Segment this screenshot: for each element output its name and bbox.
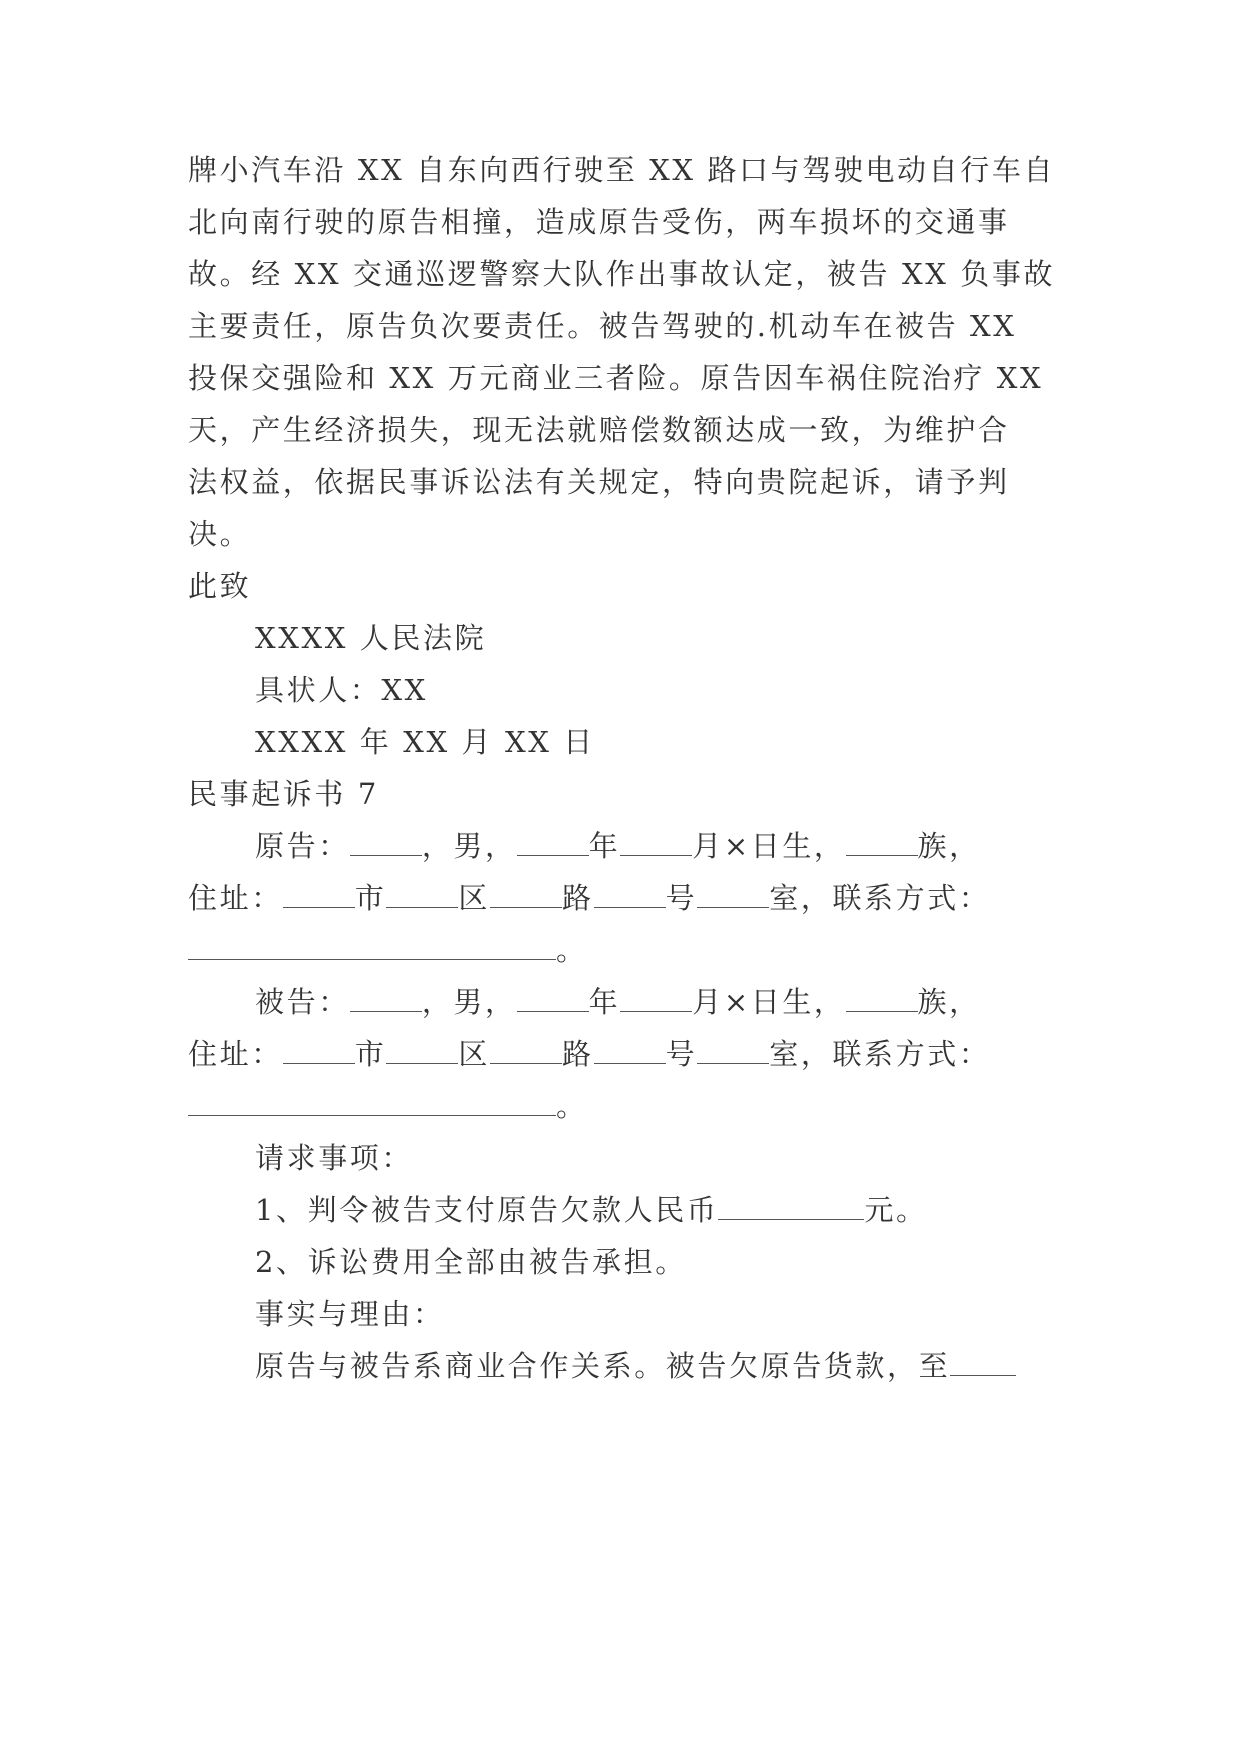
road-text: 路 [562, 881, 594, 915]
gender-text: ，男， [421, 829, 517, 863]
paragraph-line: 北向南行驶的原告相撞，造成原告受伤，两车损坏的交通事 [188, 205, 1010, 239]
gender-text: ，男， [421, 985, 517, 1019]
name-blank [350, 829, 422, 856]
district-text: 区 [458, 881, 491, 915]
signer: 具状人：XX [255, 673, 428, 707]
paragraph-line: 天，产生经济损失，现无法就赔偿数额达成一致，为维护合 [188, 413, 1010, 447]
defendant-line-2 [188, 1034, 1058, 1074]
road-blank [490, 1037, 562, 1064]
plaintiff-line-1 [255, 826, 1125, 866]
city-blank [283, 881, 355, 908]
city-text: 市 [354, 1037, 387, 1071]
number-blank [594, 1037, 666, 1064]
paragraph-line: 故。经 XX 交通巡逻警察大队作出事故认定，被告 XX 负事故 [188, 257, 1056, 291]
number-blank [594, 881, 666, 908]
claims-heading: 请求事项： [255, 1141, 414, 1175]
number-text: 号 [665, 1037, 698, 1071]
facts-heading: 事实与理由： [255, 1297, 445, 1331]
room-blank [697, 881, 769, 908]
month-blank [620, 985, 692, 1012]
room-contact-text: 室，联系方式： [769, 881, 991, 915]
date: XXXX 年 XX 月 XX 日 [255, 725, 595, 759]
ethnicity-blank [846, 985, 918, 1012]
period: 。 [556, 1089, 588, 1123]
claim-1-suffix: 元。 [864, 1193, 928, 1227]
paragraph-line: 牌小汽车沿 XX 自东向西行驶至 XX 路口与驾驶电动自行车自 [188, 153, 1056, 187]
city-text: 市 [354, 881, 387, 915]
address-label: 住址： [188, 881, 283, 915]
plaintiff-line-3 [188, 930, 1058, 970]
city-blank [283, 1037, 355, 1064]
address-label: 住址： [188, 1037, 283, 1071]
plaintiff-line-2 [188, 878, 1058, 918]
court-name: XXXX 人民法院 [255, 621, 487, 655]
defendant-line-3 [188, 1086, 1058, 1126]
road-blank [490, 881, 562, 908]
ethnicity-blank [846, 829, 918, 856]
year-blank [517, 829, 589, 856]
period: 。 [556, 933, 588, 967]
number-text: 号 [665, 881, 698, 915]
claim-2: 2、诉讼费用全部由被告承担。 [255, 1245, 687, 1279]
defendant-label: 被告： [255, 985, 350, 1019]
district-blank [386, 881, 458, 908]
road-text: 路 [562, 1037, 594, 1071]
name-blank [350, 985, 422, 1012]
year-blank [517, 985, 589, 1012]
month-day-text: 月×日生， [692, 985, 846, 1019]
facts-line [255, 1346, 1125, 1386]
amount-blank [718, 1193, 864, 1220]
ethnicity-text: 族， [917, 829, 981, 863]
paragraph-line: 主要责任，原告负次要责任。被告驾驶的.机动车在被告 XX [188, 309, 1017, 343]
district-text: 区 [458, 1037, 491, 1071]
claim-1-text: 1、判令被告支付原告欠款人民币 [255, 1193, 719, 1227]
month-day-text: 月×日生， [692, 829, 846, 863]
paragraph-line: 法权益，依据民事诉讼法有关规定，特向贵院起诉，请予判 [188, 465, 1010, 499]
facts-text: 原告与被告系商业合作关系。被告欠原告货款，至 [255, 1349, 951, 1383]
paragraph-line: 决。 [188, 517, 252, 551]
contact-blank [188, 933, 556, 960]
month-blank [620, 829, 692, 856]
ethnicity-text: 族， [917, 985, 981, 1019]
paragraph-line: 投保交强险和 XX 万元商业三者险。原告因车祸住院治疗 XX [188, 361, 1044, 395]
section-title: 民事起诉书 7 [188, 777, 379, 811]
district-blank [386, 1037, 458, 1064]
defendant-line-1 [255, 982, 1125, 1022]
year-text: 年 [588, 829, 621, 863]
contact-blank [188, 1089, 556, 1116]
plaintiff-label: 原告： [255, 829, 350, 863]
room-contact-text: 室，联系方式： [769, 1037, 991, 1071]
date-blank [950, 1349, 1016, 1376]
room-blank [697, 1037, 769, 1064]
closing-salutation: 此致 [188, 569, 252, 603]
claim-1 [255, 1190, 1125, 1230]
year-text: 年 [588, 985, 621, 1019]
